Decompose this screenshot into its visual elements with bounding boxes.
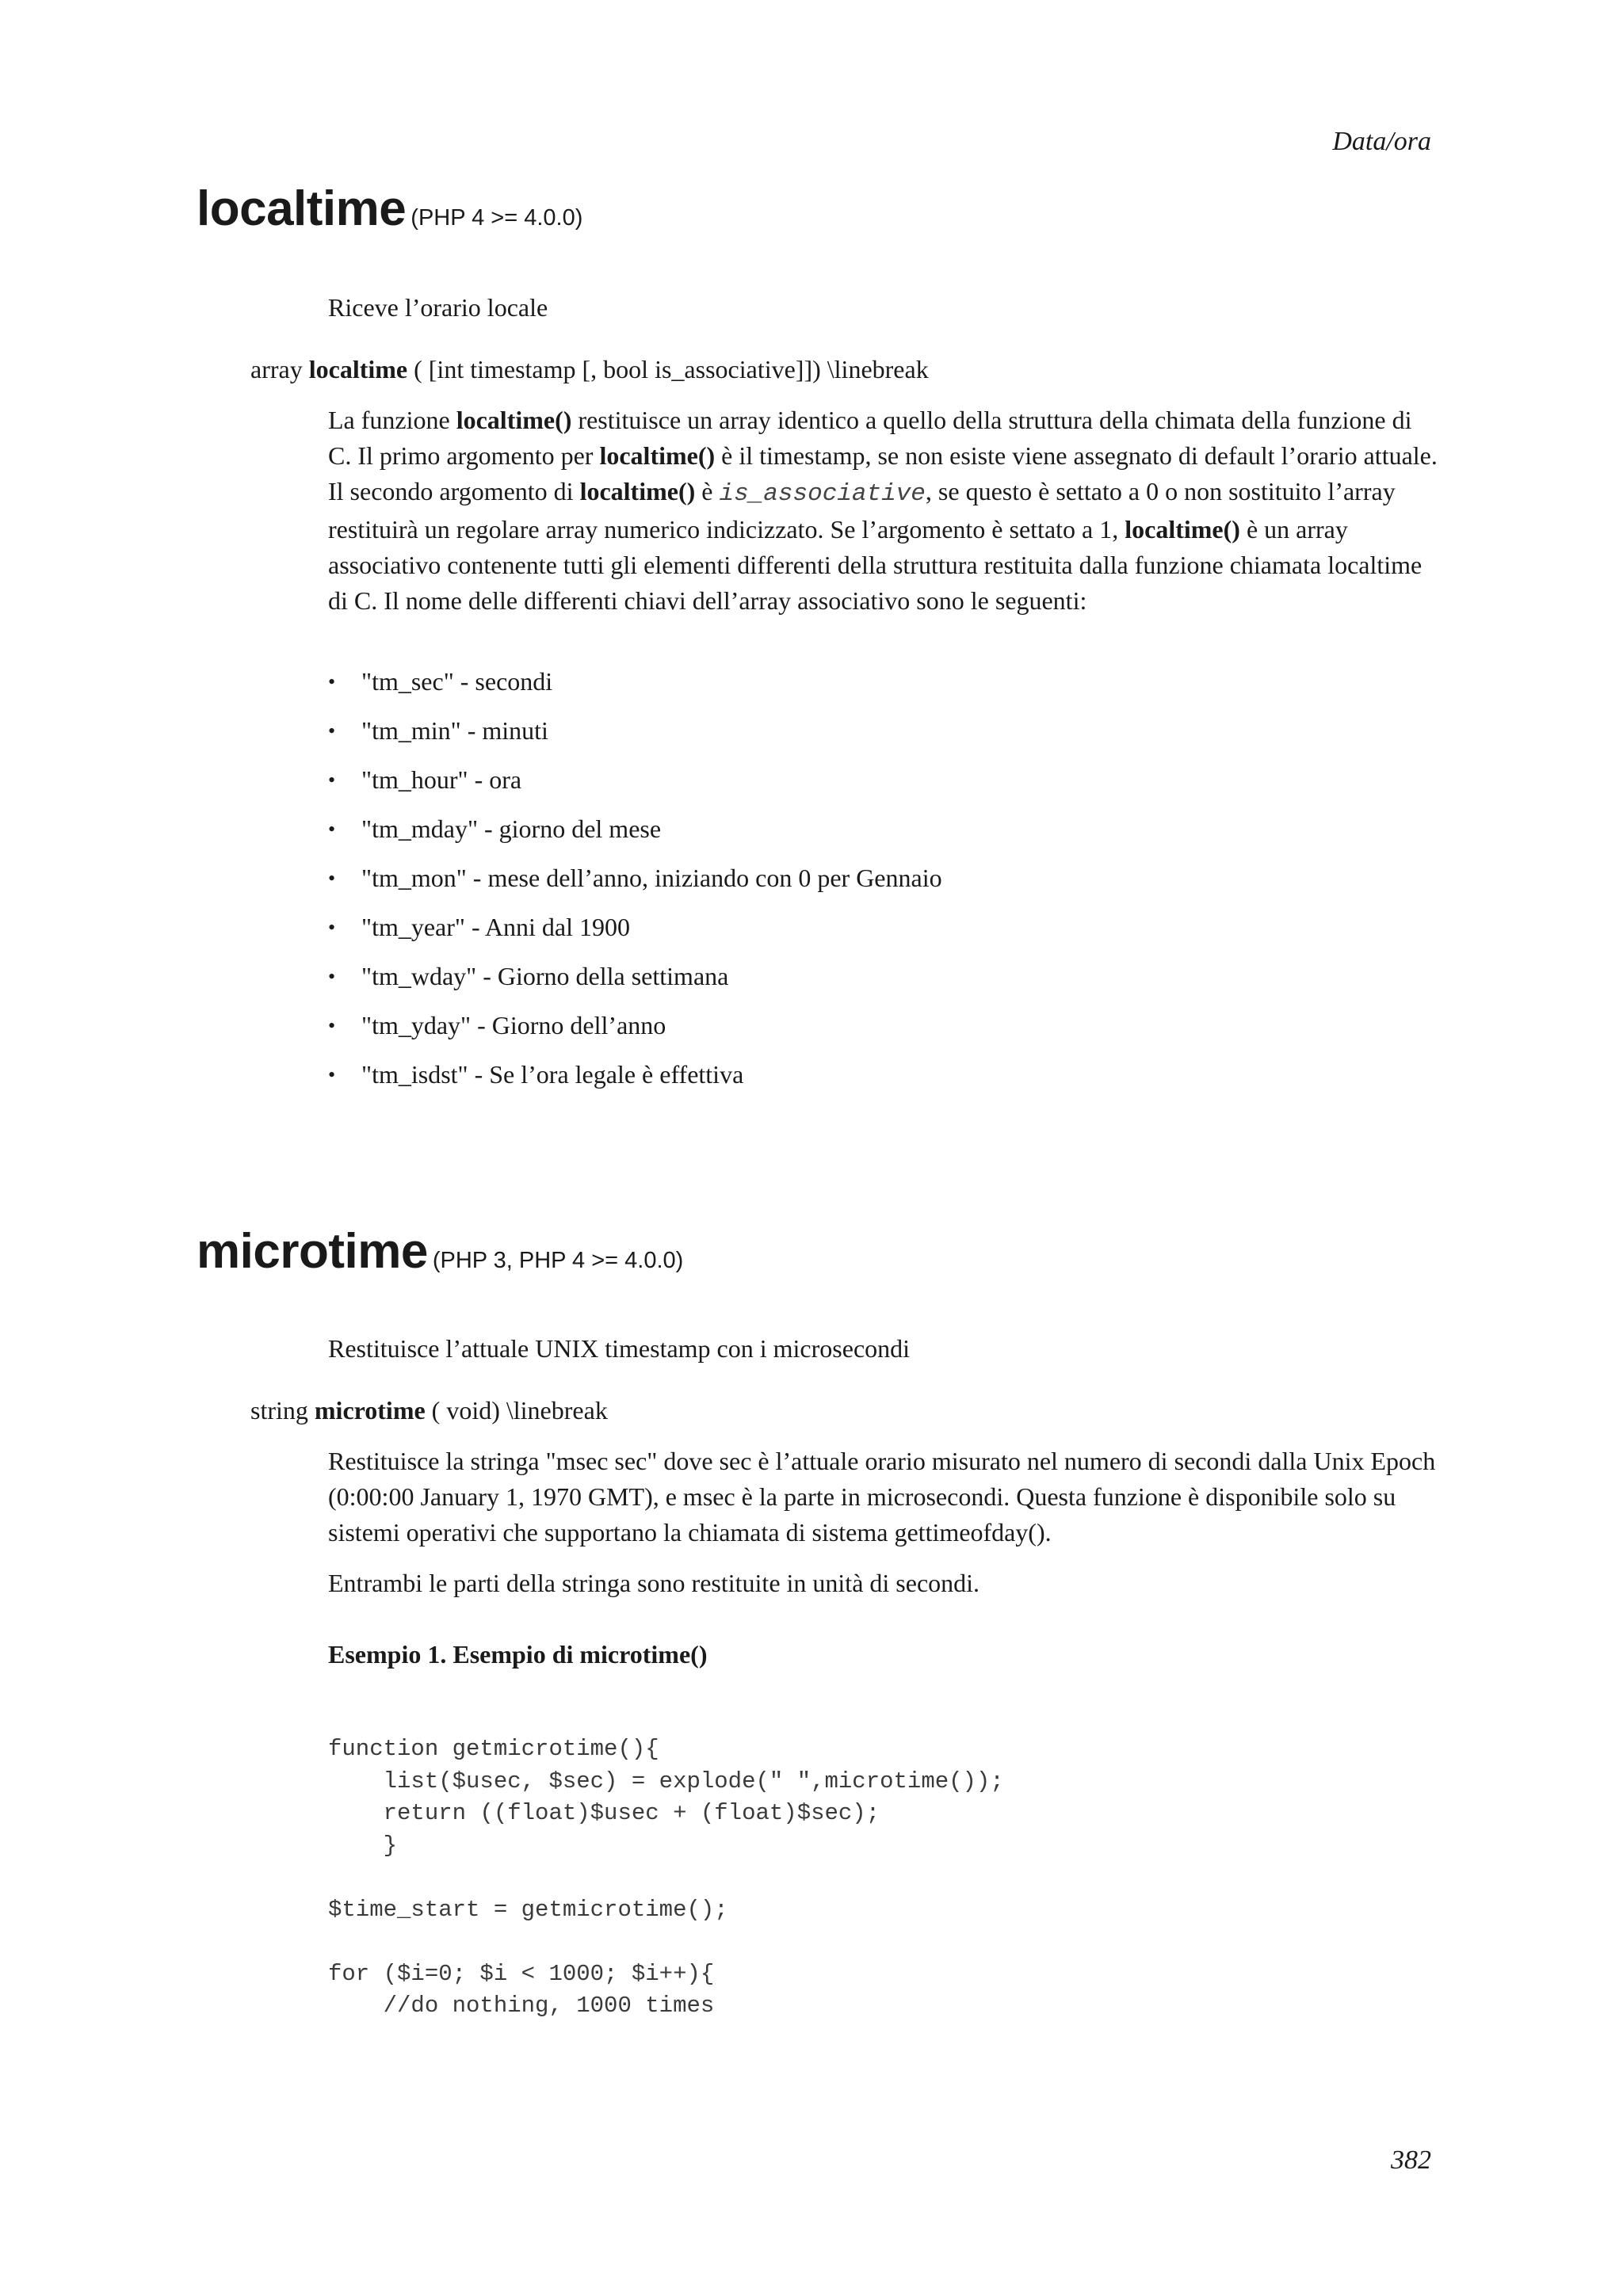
text-run: è (695, 477, 720, 505)
list-item: • "tm_hour" - ora (328, 762, 1438, 811)
description-paragraph (328, 402, 1438, 619)
list-item: • "tm_mon" - mese dell’anno, iniziando con 0 per Gennaio (328, 860, 1438, 910)
function-title-localtime (197, 181, 582, 237)
function-version: (PHP 4 >= 4.0.0) (411, 205, 583, 231)
signature-return-type: array (250, 355, 303, 383)
function-name: localtime (197, 181, 407, 236)
text-run: è un array associativo contenente tutti gli elementi differenti della struttura restituita dalla funzione chiamata localtime di C. Il nome delle differenti chiavi dell’array associativo sono le seguenti: (328, 515, 1423, 615)
signature-arguments: ( void) \linebreak (431, 1396, 608, 1425)
example-title: Esempio 1. Esempio di microtime() (328, 1640, 708, 1669)
text-run: , se questo è settato a 0 o non sostituito l’array restituirà un regolare array numerico indicizzato. Se l’argomento è settato a 1, (328, 477, 1396, 543)
list-item: • "tm_yday" - Giorno dell’anno (328, 1008, 1438, 1057)
function-ref: localtime() (599, 441, 716, 470)
description-paragraph: Entrambi le parti della stringa sono restituite in unità di secondi. (328, 1569, 980, 1597)
function-signature (250, 1393, 1439, 1428)
page-number: 382 (1391, 2145, 1431, 2175)
function-ref: localtime() (579, 477, 696, 505)
short-description: Restituisce l’attuale UNIX timestamp con i microsecondi (328, 1334, 911, 1363)
list-item: • "tm_min" - minuti (328, 713, 1438, 762)
signature-return-type: string (250, 1396, 308, 1425)
code-example: function getmicrotime(){ list($usec, $sec) = explode(" ",microtime()); return ((float)$usec + (float)$sec); } $time_start = getmicrotime(); for ($i=0; $i < 1000; $i++){ //do nothing, 1000 times (328, 1736, 1004, 2019)
function-name: microtime (197, 1224, 428, 1279)
signature-arguments: ( [int timestamp [, bool is_associative]]) \linebreak (414, 355, 929, 383)
keys-list (328, 664, 1438, 1106)
short-description: Riceve l’orario locale (328, 293, 548, 322)
list-item: • "tm_mday" - giorno del mese (328, 811, 1438, 860)
parameter-name: is_associative (719, 480, 926, 508)
list-item: • "tm_wday" - Giorno della settimana (328, 959, 1438, 1008)
signature-function-name: localtime (308, 355, 408, 383)
signature-function-name: microtime (314, 1396, 426, 1425)
text-run: restituisce un array identico a quello della struttura della chimata della funzione di C. Il primo argomento per (328, 406, 1412, 470)
list-item: • "tm_sec" - secondi (328, 664, 1438, 713)
function-title-microtime (197, 1223, 683, 1280)
running-header: Data/ora (1332, 127, 1431, 156)
description-paragraph: Restituisce la stringa "msec sec" dove sec è l’attuale orario misurato nel numero di secondi dalla Unix Epoch (0:00:00 January 1, 1970 GMT), e msec è la parte in microsecondi. Questa funzione è disponibile solo su sistemi operativi che supportano la chiamata di sistema gettimeofday(). (328, 1447, 1436, 1547)
text-run: La funzione (328, 406, 456, 434)
list-item: • "tm_year" - Anni dal 1900 (328, 910, 1438, 959)
function-ref: localtime() (1125, 515, 1240, 543)
function-ref: localtime() (456, 406, 572, 434)
function-version: (PHP 3, PHP 4 >= 4.0.0) (432, 1248, 684, 1273)
text-run: è il timestamp, se non esiste viene assegnato di default l’orario attuale. Il secondo argomento di (328, 441, 1438, 505)
function-signature (250, 352, 1439, 387)
list-item: • "tm_isdst" - Se l’ora legale è effettiva (328, 1057, 1438, 1106)
